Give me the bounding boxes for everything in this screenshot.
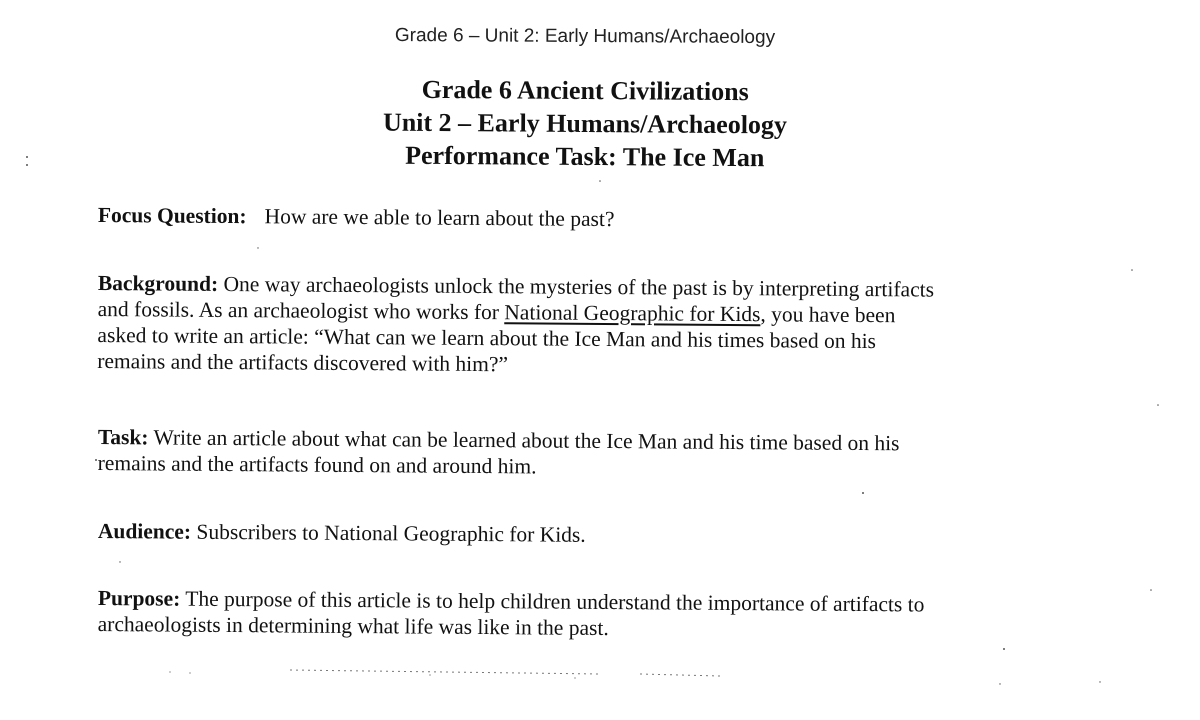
document-title [0,70,1170,177]
title-line-task: Performance Task: The Ice Man [405,140,765,173]
purpose-label: Purpose: [97,585,181,611]
running-header: Grade 6 – Unit 2: Early Humans/Archaeology [394,25,776,48]
title-line-unit: Unit 2 – Early Humans/Archaeology [382,107,788,140]
audience-text: Subscribers to National Geographic for Kids. [196,519,586,547]
focus-question-label: Focus Question: [97,202,247,229]
title-line-course: Grade 6 Ancient Civilizations [421,74,749,107]
task-line-1: Write an article about what can be learned about the Ice Man and his time based on his [153,425,900,456]
purpose-line-2: archaeologists in determining what life was like in the past. [97,611,609,641]
audience-section [98,518,1078,552]
task-line-2: remains and the artifacts found on and around him. [97,450,537,479]
background-section [97,270,1078,382]
background-line-1: One way archaeologists unlock the mysteries of the past is by interpreting artifacts [223,271,935,302]
background-line-2-end: , you have been [760,302,896,328]
task-label: Task: [97,424,149,450]
task-section [98,424,1078,484]
audience-label: Audience: [97,518,192,544]
background-line-4: remains and the artifacts discovered with him?” [97,348,509,377]
background-line-2-start: and fossils. As an archaeologist who works for [97,296,505,325]
background-line-3: asked to write an article: “What can we learn about the Ice Man and his times based on his [97,322,877,354]
purpose-section [98,585,1078,645]
publication-name-underlined: National Geographic for Kids [504,300,761,327]
purpose-line-1: The purpose of this article is to help children understand the importance of artifacts to [185,586,925,617]
focus-question-section [98,202,1078,236]
background-label: Background: [97,270,219,296]
focus-question-text: How are we able to learn about the past? [264,204,615,232]
